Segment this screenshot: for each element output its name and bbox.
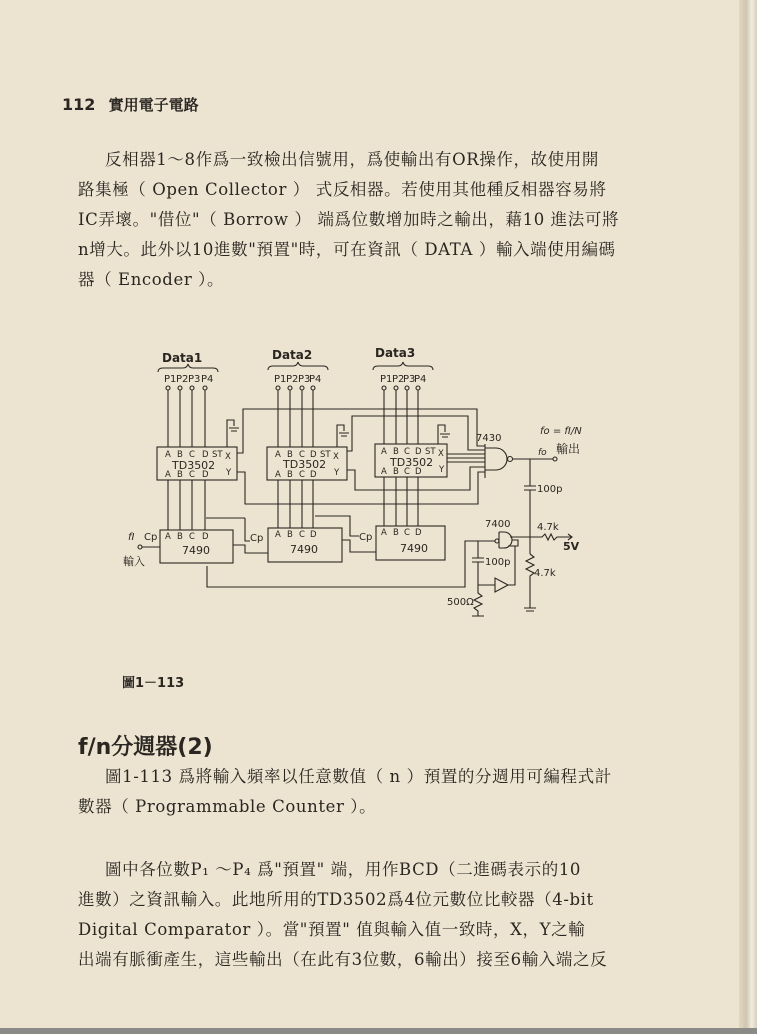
ic-pin-label: D (202, 450, 209, 460)
preset-pin-terminal (166, 386, 170, 390)
text-line: 路集極（ Open Collector ） 式反相器。若使用其他種反相器容易將 (78, 180, 607, 199)
ic-pin-label: A (275, 530, 281, 540)
text-line: 進數）之資訊輸入。此地所用的TD3502爲4位元數位比較器（4-bit (78, 890, 594, 909)
preset-pin-terminal (178, 386, 182, 390)
ic-pin-label: X (438, 449, 444, 459)
preset-pin-terminal (416, 386, 420, 390)
res2-label: 4.7k (534, 568, 556, 579)
ic-pin-label: B (393, 467, 399, 477)
ic-pin-label: ST (212, 450, 223, 460)
counter-label: 7490 (400, 542, 428, 555)
ic-pin-label: C (404, 467, 410, 477)
td3502-label: TD3502 (283, 458, 327, 471)
preset-pin-terminal (382, 386, 386, 390)
pin-label-p1: P1 (274, 374, 287, 385)
ic-pin-label: C (189, 470, 195, 480)
brace (373, 362, 433, 370)
pin-label-p4: P4 (309, 374, 322, 385)
pin-label-p3: P3 (403, 374, 416, 385)
ic-pin-label: D (415, 447, 422, 457)
text-line: 出端有脈衝產生，這些輸出（在此有3位數，6輸出）接至6輸入端之反 (78, 950, 608, 969)
preset-pin-terminal (311, 386, 315, 390)
text-line: 器（ Encoder ）。 (78, 270, 225, 289)
preset-pin-terminal (276, 386, 280, 390)
ic-pin-label: B (393, 528, 399, 538)
text-line: IC弄壞。"借位"（ Borrow ） 端爲位數增加時之輸出，藉10 進法可將 (78, 210, 620, 229)
ic-pin-label: Y (334, 468, 340, 478)
ic-pin-label: C (404, 528, 410, 538)
data1-label: Data1 (162, 351, 203, 365)
ic-pin-label: A (275, 470, 281, 480)
pin-label-p4: P4 (201, 374, 214, 385)
ic-pin-label: D (310, 450, 317, 460)
page-binding-edge (739, 0, 757, 1034)
counter-label: 7490 (290, 543, 318, 556)
ic-pin-label: A (165, 532, 171, 542)
ic-pin-label: ST (320, 450, 331, 460)
preset-pin-terminal (203, 386, 207, 390)
nand-7430-gate (485, 444, 507, 478)
ic-pin-label: X (225, 452, 231, 462)
ic-pin-label: X (333, 452, 339, 462)
input-terminal (138, 545, 142, 549)
td3502-label: TD3502 (172, 459, 216, 472)
ic-pin-label: C (299, 470, 305, 480)
paragraph-3 (78, 855, 710, 975)
ic-pin-label: A (381, 467, 387, 477)
pin-label-p1: P1 (164, 374, 177, 385)
text-line: 圖中各位數P₁ ～P₄ 爲"預置" 端，用作BCD（二進碼表示的10 (105, 860, 582, 879)
output-label: 輸出 (556, 442, 581, 456)
ic-pin-label: C (189, 532, 195, 542)
ic-pin-label: C (189, 450, 195, 460)
td3502-label: TD3502 (390, 456, 434, 469)
ic-pin-label: B (177, 450, 183, 460)
ic-pin-label: B (287, 470, 293, 480)
ic-pin-label: C (299, 450, 305, 460)
ic-pin-label: Y (226, 468, 232, 478)
res3-label: 500Ω (447, 597, 474, 608)
pin-label-p2: P2 (176, 374, 189, 385)
ic-pin-label: Y (439, 465, 445, 475)
ic-pin-label: A (165, 470, 171, 480)
nand-7400-label: 7400 (485, 519, 511, 530)
paragraph-2 (78, 762, 710, 822)
pin-label-p3: P3 (298, 374, 311, 385)
book-title: 實用電子電路 (108, 96, 199, 114)
text-line: Digital Comparator ）。當"預置" 值與輸入值一致時，X，Y之輸 (78, 920, 586, 939)
text-line: 數器（ Programmable Counter ）。 (78, 797, 377, 816)
preset-pin-terminal (300, 386, 304, 390)
figure-caption: 圖1－113 (122, 676, 185, 691)
text-line: n增大。此外以10進數"預置"時，可在資訊（ DATA ）輸入端使用編碼 (78, 240, 616, 259)
pin-label-p2: P2 (286, 374, 299, 385)
scan-bottom-border (0, 1028, 757, 1034)
paragraph-1 (78, 145, 710, 295)
input-label: 輸入 (123, 555, 145, 568)
ic-pin-label: D (310, 470, 317, 480)
res1-label: 4.7k (537, 522, 559, 533)
supply-label: 5V (563, 540, 580, 553)
page-number: 112 (62, 95, 96, 114)
text-line: 圖1-113 爲將輸入頻率以任意數值（ n ）預置的分週用可編程式計 (105, 767, 612, 786)
ic-pin-label: B (393, 447, 399, 457)
cap2-label: 100p (485, 557, 511, 568)
ic-pin-label: D (202, 532, 209, 542)
nand-7430-label: 7430 (476, 433, 502, 444)
preset-pin-terminal (394, 386, 398, 390)
ic-pin-label: B (287, 450, 293, 460)
preset-pin-terminal (288, 386, 292, 390)
ic-pin-label: A (165, 450, 171, 460)
cap1-label: 100p (537, 484, 563, 495)
ic-pin-label: A (275, 450, 281, 460)
brace (268, 362, 328, 370)
ic-pin-label: D (415, 467, 422, 477)
ic-pin-label: ST (425, 447, 436, 457)
text-line: 反相器1～8作爲一致檢出信號用，爲使輸出有OR操作，故使用開 (105, 150, 599, 169)
pin-label-p4: P4 (414, 374, 427, 385)
counter-label: 7490 (182, 544, 210, 557)
running-header (62, 94, 199, 115)
ic-pin-label: C (404, 447, 410, 457)
pin-label-p3: P3 (188, 374, 201, 385)
cp-label: Cp (359, 532, 373, 543)
pin-label-p1: P1 (380, 374, 393, 385)
preset-pin-terminal (405, 386, 409, 390)
circuit-diagram (110, 340, 610, 620)
cp-label: Cp (144, 532, 158, 543)
output-terminal (553, 457, 557, 461)
ic-pin-label: A (381, 528, 387, 538)
output-freq-label: fo (538, 448, 547, 458)
cp-label: Cp (250, 533, 264, 544)
data3-label: Data3 (375, 346, 416, 360)
pin-label-p2: P2 (392, 374, 405, 385)
ic-pin-label: D (415, 528, 422, 538)
ic-pin-label: C (299, 530, 305, 540)
ic-pin-label: A (381, 447, 387, 457)
data2-label: Data2 (272, 348, 313, 362)
ic-pin-label: B (177, 532, 183, 542)
preset-pin-terminal (190, 386, 194, 390)
output-formula: fo = fI/N (540, 426, 582, 437)
ic-pin-label: D (202, 470, 209, 480)
input-freq-label: fI (128, 532, 135, 543)
brace (158, 364, 218, 372)
ic-pin-label: B (177, 470, 183, 480)
inverter-gate (495, 578, 508, 592)
ic-pin-label: B (287, 530, 293, 540)
ic-pin-label: D (310, 530, 317, 540)
section-heading: f/n分週器(2) (78, 735, 213, 760)
